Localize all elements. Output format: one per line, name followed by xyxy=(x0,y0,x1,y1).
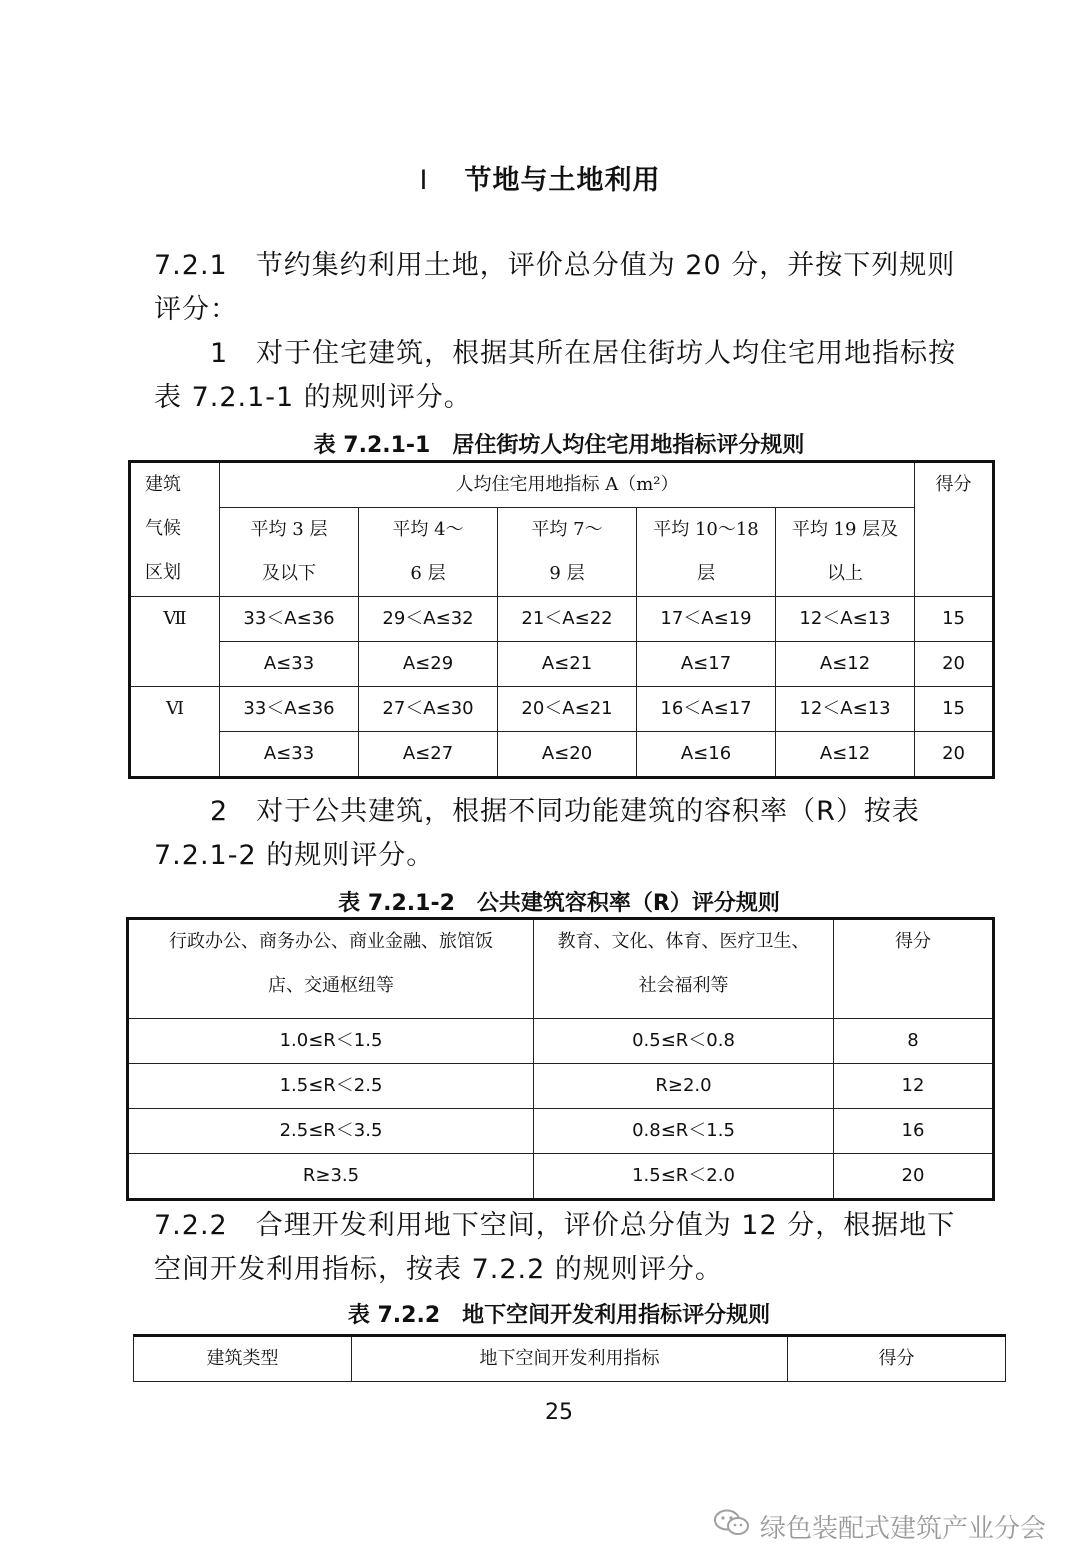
table-7-2-1-1-caption: 表 7.2.1-1 居住街坊人均住宅用地指标评分规则 xyxy=(313,433,805,458)
table-cell: 20＜A≤21 xyxy=(498,687,637,732)
zone-cell: Ⅶ xyxy=(130,597,220,687)
floor-header: 平均 10～18 层 xyxy=(637,508,776,597)
table-row xyxy=(130,732,994,778)
score-cell: 20 xyxy=(915,642,994,687)
table-cell: 17＜A≤19 xyxy=(637,597,776,642)
score-cell: 15 xyxy=(915,597,994,642)
clause-7-2-1-item-2: 2 对于公共建筑，根据不同功能建筑的容积率（R）按表 7.2.1-2 的规则评分。 xyxy=(154,796,920,871)
score-cell: 16 xyxy=(834,1109,994,1154)
floor-header: 平均 7～ 9 层 xyxy=(498,508,637,597)
table-cell: 0.5≤R＜0.8 xyxy=(534,1019,834,1064)
score-header: 得分 xyxy=(915,462,994,597)
table-cell: 2.5≤R＜3.5 xyxy=(128,1109,534,1154)
section-heading: 节地与土地利用 xyxy=(464,165,661,196)
office-commercial-header: 行政办公、商务办公、商业金融、旅馆饭 店、交通枢纽等 xyxy=(128,919,534,1019)
table-cell: 21＜A≤22 xyxy=(498,597,637,642)
watermark xyxy=(712,1508,1046,1545)
table-row xyxy=(130,642,994,687)
table-cell: 1.0≤R＜1.5 xyxy=(128,1019,534,1064)
table-cell: A≤29 xyxy=(359,642,498,687)
score-header: 得分 xyxy=(834,919,994,1019)
table-row xyxy=(128,1019,994,1064)
table-cell: 33＜A≤36 xyxy=(220,597,359,642)
table-cell: 12＜A≤13 xyxy=(776,687,915,732)
table-7-2-2-caption: 表 7.2.2 地下空间开发利用指标评分规则 xyxy=(347,1303,771,1328)
table-cell: A≤17 xyxy=(637,642,776,687)
score-header: 得分 xyxy=(788,1336,1006,1382)
table-cell: 33＜A≤36 xyxy=(220,687,359,732)
floor-header: 平均 4～ 6 层 xyxy=(359,508,498,597)
table-row xyxy=(130,687,994,732)
building-type-header: 建筑类型 xyxy=(134,1336,352,1382)
table-cell: 16＜A≤17 xyxy=(637,687,776,732)
clause-7-2-1-item-1: 1 对于住宅建筑，根据其所在居住街坊人均住宅用地指标按 表 7.2.1-1 的规则评分。 xyxy=(154,338,957,413)
table-cell: 1.5≤R＜2.0 xyxy=(534,1154,834,1200)
table-7-2-1-2 xyxy=(126,917,995,1201)
section-title xyxy=(0,158,1080,197)
land-index-group-header: 人均住宅用地指标 A（m²） xyxy=(220,462,915,508)
clause-7-2-2: 7.2.2 合理开发利用地下空间，评价总分值为 12 分，根据地下 空间开发利用指标，按表 7.2.2 的规则评分。 xyxy=(154,1210,956,1285)
table-cell: A≤20 xyxy=(498,732,637,778)
score-cell: 15 xyxy=(915,687,994,732)
table-row xyxy=(128,1154,994,1200)
clause-7-2-1: 7.2.1 节约集约利用土地，评价总分值为 20 分，并按下列规则 评分： xyxy=(154,250,956,325)
table-row xyxy=(130,597,994,642)
table-cell: 12＜A≤13 xyxy=(776,597,915,642)
table-cell: A≤12 xyxy=(776,732,915,778)
score-cell: 20 xyxy=(834,1154,994,1200)
table-cell: R≥2.0 xyxy=(534,1064,834,1109)
table-cell: A≤16 xyxy=(637,732,776,778)
table-cell: 0.8≤R＜1.5 xyxy=(534,1109,834,1154)
table-cell: A≤27 xyxy=(359,732,498,778)
floor-header: 平均 3 层 及以下 xyxy=(220,508,359,597)
table-cell: 27＜A≤30 xyxy=(359,687,498,732)
public-service-header: 教育、文化、体育、医疗卫生、 社会福利等 xyxy=(534,919,834,1019)
table-7-2-2 xyxy=(133,1334,1006,1382)
score-cell: 8 xyxy=(834,1019,994,1064)
underground-index-header: 地下空间开发利用指标 xyxy=(352,1336,788,1382)
zone-cell: Ⅵ xyxy=(130,687,220,778)
table-cell: 29＜A≤32 xyxy=(359,597,498,642)
table-row xyxy=(128,1109,994,1154)
wechat-chat-bubbles-icon xyxy=(712,1508,752,1545)
score-cell: 20 xyxy=(915,732,994,778)
table-cell: A≤21 xyxy=(498,642,637,687)
table-row xyxy=(128,1064,994,1109)
page-number: 25 xyxy=(545,1400,573,1425)
watermark-text: 绿色装配式建筑产业分会 xyxy=(759,1514,1046,1544)
zone-header: 建筑 气候 区划 xyxy=(130,462,220,597)
score-cell: 12 xyxy=(834,1064,994,1109)
table-7-2-1-1 xyxy=(128,460,995,779)
table-cell: A≤33 xyxy=(220,642,359,687)
table-cell: 1.5≤R＜2.5 xyxy=(128,1064,534,1109)
table-cell: R≥3.5 xyxy=(128,1154,534,1200)
table-cell: A≤33 xyxy=(220,732,359,778)
floor-header: 平均 19 层及 以上 xyxy=(776,508,915,597)
table-7-2-1-2-caption: 表 7.2.1-2 公共建筑容积率（R）评分规则 xyxy=(338,891,780,916)
table-cell: A≤12 xyxy=(776,642,915,687)
section-numeral: Ⅰ xyxy=(419,165,429,196)
